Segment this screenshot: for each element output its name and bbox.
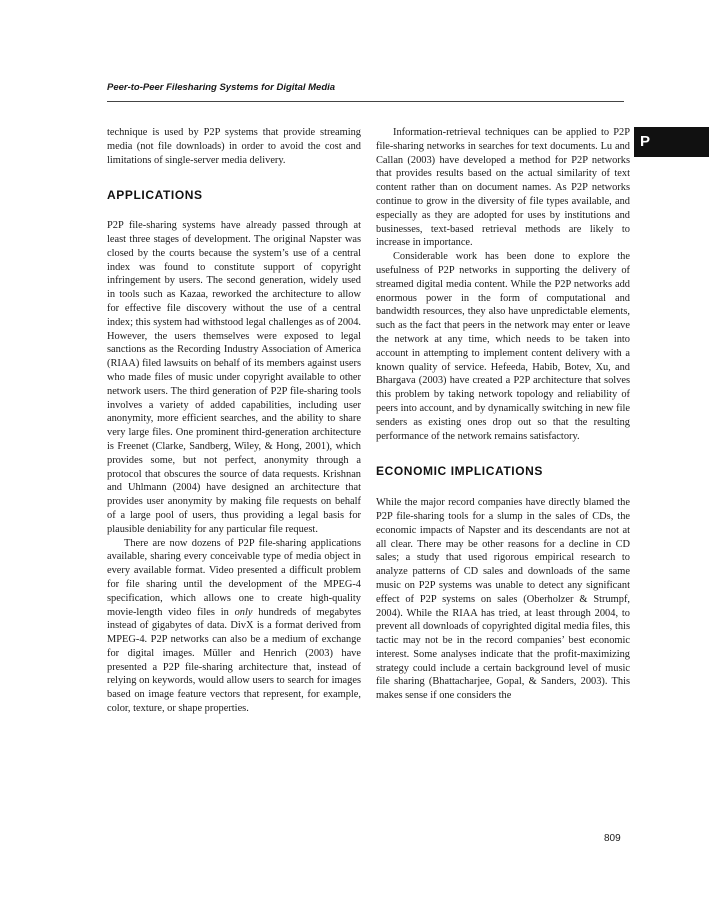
paragraph: Information-retrieval techniques can be applied to P2P file-sharing networks in searches for text documents. Lu and Callan (2003) have developed a method for P2P networks that provides results based on the actual similarity of text content rather than on document names. As P2P networks continue to grow in the diversity of file types available, and especially as they are adopted for uses by institutions and businesses, text-based retrieval methods are likely to increase in importance.: [376, 127, 630, 249]
left-column: [107, 126, 361, 716]
right-column: [376, 126, 630, 703]
paragraph: P2P file-sharing systems have already passed through at least three stages of development. The original Napster was closed by the courts because the system’s use of a central index was found to constitute support of copyright infringement by users. The second generation, widely used in tools such as Kazaa, reworked the architecture to allow for effective file discovery without the use of a central index; this system had withstood legal challenges as of 2004. However, the users themselves were exposed to legal sanctions as the Recording Industry Association of America (RIAA) filed lawsuits on behalf of its members against users who made files of music under copyright available to other network users. The third generation of P2P file-sharing tools involves a variety of added capabilities, including user anonymity, more efficient searches, and the ability to share very large files. One prominent third-generation architecture is Freenet (Clarke, Sandberg, Wiley, & Hong, 2001), which provides some, but not perfect, anonymity through a protocol that obscures the source of data requests. Krishnan and Uhlmann (2004) have designed an architecture that provides user anonymity by making file requests on behalf of a large pool of users, thus providing a legal basis for plausible deniability for any particular file request.: [107, 220, 361, 535]
paragraph: While the major record companies have directly blamed the P2P file-sharing tools for a slump in the sales of CDs, the economic impacts of Napster and its descendants are not at all clear. There may be other reasons for a decline in CD sales; a study that used rigorous empirical research to analyze patterns of CD sales and downloads of the same music on P2P systems was unable to detect any significant effect of P2P systems on sales (Oberholzer & Strumpf, 2004). While the RIAA has tried, at least through 2004, to prevent all downloads of copyrighted digital media files, this tactic may not be in the record companies’ best economic interest. Some analyses indicate that the profit-maximizing strategy could include a certain background level of music file sharing (Bhattacharjee, Gopal, & Sanders, 2003). This makes sense if one considers the: [376, 497, 630, 702]
paragraph-text: There are now dozens of P2P file-sharing applications available, sharing every conceivable type of media object in every available format. Video presented a difficult problem for file sharing until the development of the MPEG-4 specification, which allows one to create high-quality movie-length video files in: [107, 537, 361, 618]
page-number: 809: [604, 833, 621, 844]
paragraph: Considerable work has been done to explore the usefulness of P2P networks in supporting the delivery of streamed digital media content. While the P2P networks add enormous power in the form of computational and bandwidth resources, they also have unpredictable elements, such as the fact that peers in the network may enter or leave the network at any time, which needs to be taken into account in attempting to implement content delivery with a known quality of service. Hefeeda, Habib, Botev, Xu, and Bhargava (2003) have created a P2P architecture that solves this problem by taking network topology and reliability of peers into account, and by dynamically switching in new file senders as existing ones drop out so that the resulting performance of the network remains satisfactory.: [376, 251, 630, 442]
section-heading-applications: APPLICATIONS: [107, 188, 203, 203]
header-rule: [107, 101, 624, 102]
section-thumb-tab: P: [634, 127, 709, 157]
paragraph-text: hundreds of megabytes instead of gigabytes of data. DivX is a format derived from MPEG-4. P2P networks can also be a medium of exchange for digital images. Müller and Henrich (2003) have presented a P2P file-sharing architecture that, instead of relying on keywords, would allow users to search for images based on image feature vectors that represent, for example, color, texture, or shape properties.: [107, 606, 361, 715]
emphasis: only: [234, 606, 253, 618]
paragraph: technique is used by P2P systems that provide streaming media (not file downloads) in order to avoid the cost and limitations of single-server media delivery.: [107, 127, 361, 166]
section-heading-economic-implications: ECONOMIC IMPLICATIONS: [376, 464, 544, 479]
running-header: Peer-to-Peer Filesharing Systems for Digital Media: [107, 82, 336, 93]
paragraph: [107, 537, 361, 716]
